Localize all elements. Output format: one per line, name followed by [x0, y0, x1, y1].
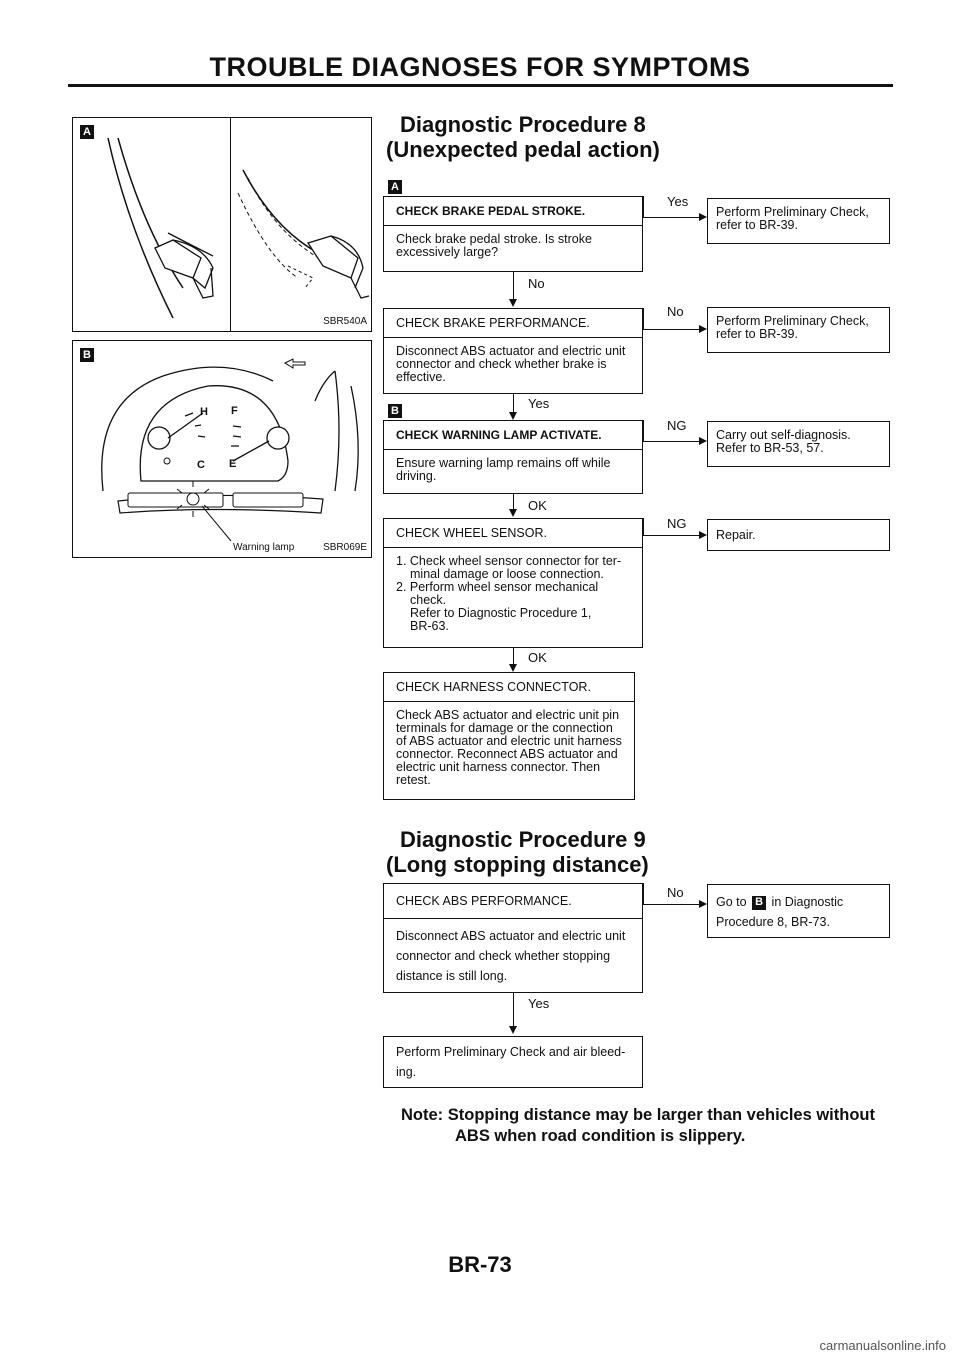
- page-header-title: TROUBLE DIAGNOSES FOR SYMPTOMS: [209, 52, 751, 82]
- branch-label: NG: [667, 418, 687, 433]
- step-heading: CHECK WARNING LAMP ACTIVATE.: [384, 421, 642, 450]
- branch-label: OK: [528, 498, 547, 513]
- step-heading: CHECK HARNESS CONNECTOR.: [384, 673, 634, 702]
- figure-a-badge: A: [80, 125, 94, 139]
- result-box: Repair.: [707, 519, 890, 551]
- proc8-title-line1: Diagnostic Procedure 8: [400, 112, 646, 137]
- branch-label: Yes: [528, 996, 550, 1011]
- connector: [643, 518, 644, 536]
- result-line: [716, 892, 879, 912]
- branch-label: NG: [667, 516, 687, 531]
- connector: [643, 441, 699, 442]
- branch-label: Yes: [528, 396, 550, 411]
- arrow-right-icon: [699, 900, 707, 908]
- proc8-badge-b: B: [388, 404, 402, 418]
- step-body-line: BR-63.: [410, 619, 449, 633]
- proc8-title-line2: (Unexpected pedal action): [386, 137, 660, 162]
- step-body: Disconnect ABS actuator and electric unit connector and check whether brake is effective.: [396, 344, 626, 384]
- branch-label: Yes: [667, 194, 689, 209]
- connector: [513, 272, 514, 300]
- result-box: [707, 884, 890, 938]
- step-body: Check ABS actuator and electric unit pin terminals for damage or the connection of ABS actuator and electric unit harness connector. Reconnect ABS actuator and electric unit harness connector. Then retest.: [396, 708, 622, 787]
- step-body-line: 1. Check wheel sensor connector for ter-: [396, 554, 622, 568]
- result-text: in Diagnostic: [771, 895, 844, 909]
- step-body: Ensure warning lamp remains off while driving.: [396, 456, 611, 483]
- arrow-down-icon: [509, 509, 517, 517]
- instrument-cluster-illustration: [73, 341, 371, 557]
- result-line: Procedure 8, BR-73.: [716, 915, 830, 929]
- step-body: Disconnect ABS actuator and electric unit connector and check whether stopping distance is still long.: [396, 929, 626, 983]
- arrow-down-icon: [509, 299, 517, 307]
- badge-b-icon: B: [752, 896, 766, 910]
- step-body-line: minal damage or loose connection.: [410, 567, 604, 581]
- result-box: Carry out self-diagnosis. Refer to BR-53, 57.: [707, 421, 890, 467]
- gauge-label-f: F: [231, 405, 238, 417]
- branch-label: No: [667, 885, 684, 900]
- pedal-illustration: [73, 118, 371, 331]
- arrow-right-icon: [699, 531, 707, 539]
- proc8-badge-a: A: [388, 180, 402, 194]
- arrow-down-icon: [509, 412, 517, 420]
- result-box: Perform Preliminary Check, refer to BR-39.: [707, 307, 890, 353]
- figure-a: [72, 117, 372, 332]
- arrow-right-icon: [699, 213, 707, 221]
- proc8-step3-box: [383, 420, 643, 494]
- warning-lamp-callout: Warning lamp: [233, 542, 295, 553]
- step-body-line: Refer to Diagnostic Procedure 1,: [410, 606, 592, 620]
- branch-label: No: [667, 304, 684, 319]
- connector: [643, 883, 644, 905]
- connector: [643, 904, 699, 905]
- gauge-label-e: E: [229, 458, 237, 470]
- connector: [643, 535, 699, 536]
- step-body: [384, 548, 642, 639]
- branch-label: OK: [528, 650, 547, 665]
- connector: [643, 329, 699, 330]
- arrow-right-icon: [699, 437, 707, 445]
- result-text: Go to: [716, 895, 747, 909]
- note-line1: Note: Stopping distance may be larger than vehicles without: [401, 1106, 875, 1124]
- figure-a-code: SBR540A: [323, 316, 367, 327]
- figure-b-code: SBR069E: [323, 542, 367, 553]
- step-body-line: check.: [410, 593, 447, 607]
- page-number: BR-73: [448, 1252, 512, 1277]
- note-line2: ABS when road condition is slippery.: [455, 1127, 746, 1145]
- watermark: carmanualsonline.info: [819, 1338, 946, 1353]
- figure-b: [72, 340, 372, 558]
- gauge-label-c: C: [197, 459, 205, 471]
- proc9-title-line1: Diagnostic Procedure 9: [400, 827, 646, 852]
- step-body: Check brake pedal stroke. Is stroke excessively large?: [396, 232, 592, 259]
- connector: [643, 217, 699, 218]
- arrow-down-icon: [509, 664, 517, 672]
- figure-b-badge: B: [80, 348, 94, 362]
- proc9-step1-box: [383, 883, 643, 993]
- connector: [643, 196, 644, 218]
- connector: [513, 993, 514, 1027]
- proc8-step4-box: [383, 518, 643, 648]
- result-box: Perform Preliminary Check, refer to BR-39.: [707, 198, 890, 244]
- step-heading: CHECK WHEEL SENSOR.: [384, 519, 642, 548]
- step-heading: CHECK BRAKE PERFORMANCE.: [384, 309, 642, 338]
- step-body: Perform Preliminary Check and air bleed-ing.: [396, 1045, 626, 1079]
- step-body-line: 2. Perform wheel sensor mechanical: [396, 580, 599, 594]
- proc8-step1-box: [383, 196, 643, 272]
- branch-label: No: [528, 276, 545, 291]
- connector: [643, 420, 644, 442]
- header-rule: [68, 84, 893, 87]
- connector: [643, 308, 644, 330]
- step-heading: CHECK ABS PERFORMANCE.: [384, 884, 642, 919]
- proc9-step2-box: [383, 1036, 643, 1088]
- proc8-step2-box: [383, 308, 643, 394]
- gauge-label-h: H: [200, 406, 208, 418]
- proc9-title-line2: (Long stopping distance): [386, 852, 649, 877]
- step-heading: CHECK BRAKE PEDAL STROKE.: [384, 197, 642, 226]
- arrow-down-icon: [509, 1026, 517, 1034]
- proc8-step5-box: [383, 672, 635, 800]
- arrow-right-icon: [699, 325, 707, 333]
